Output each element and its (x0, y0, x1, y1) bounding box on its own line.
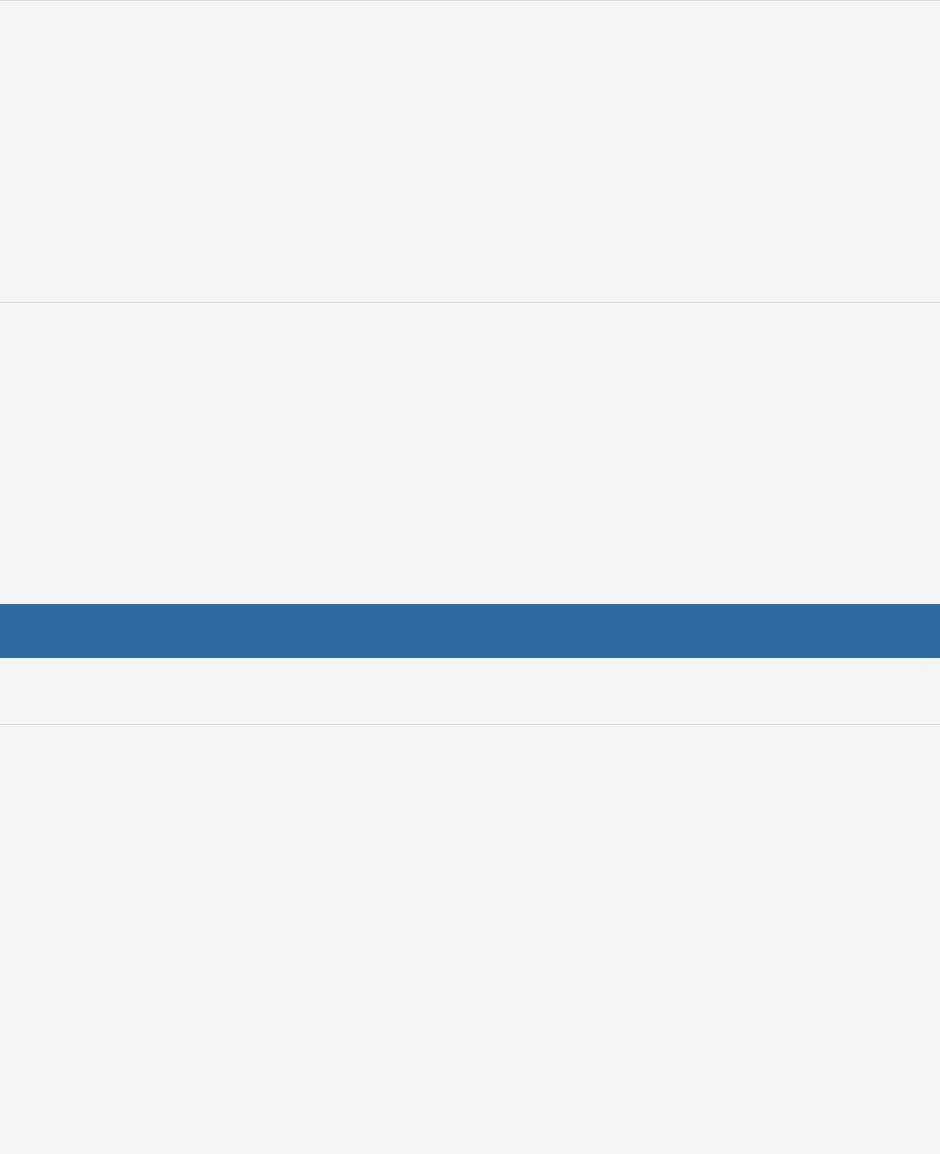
spec-table-1 (0, 0, 940, 303)
spec-table-2 (0, 302, 940, 605)
test-report-title (0, 604, 940, 658)
test-report-body (0, 724, 940, 1154)
test-report-header-row (0, 658, 940, 725)
